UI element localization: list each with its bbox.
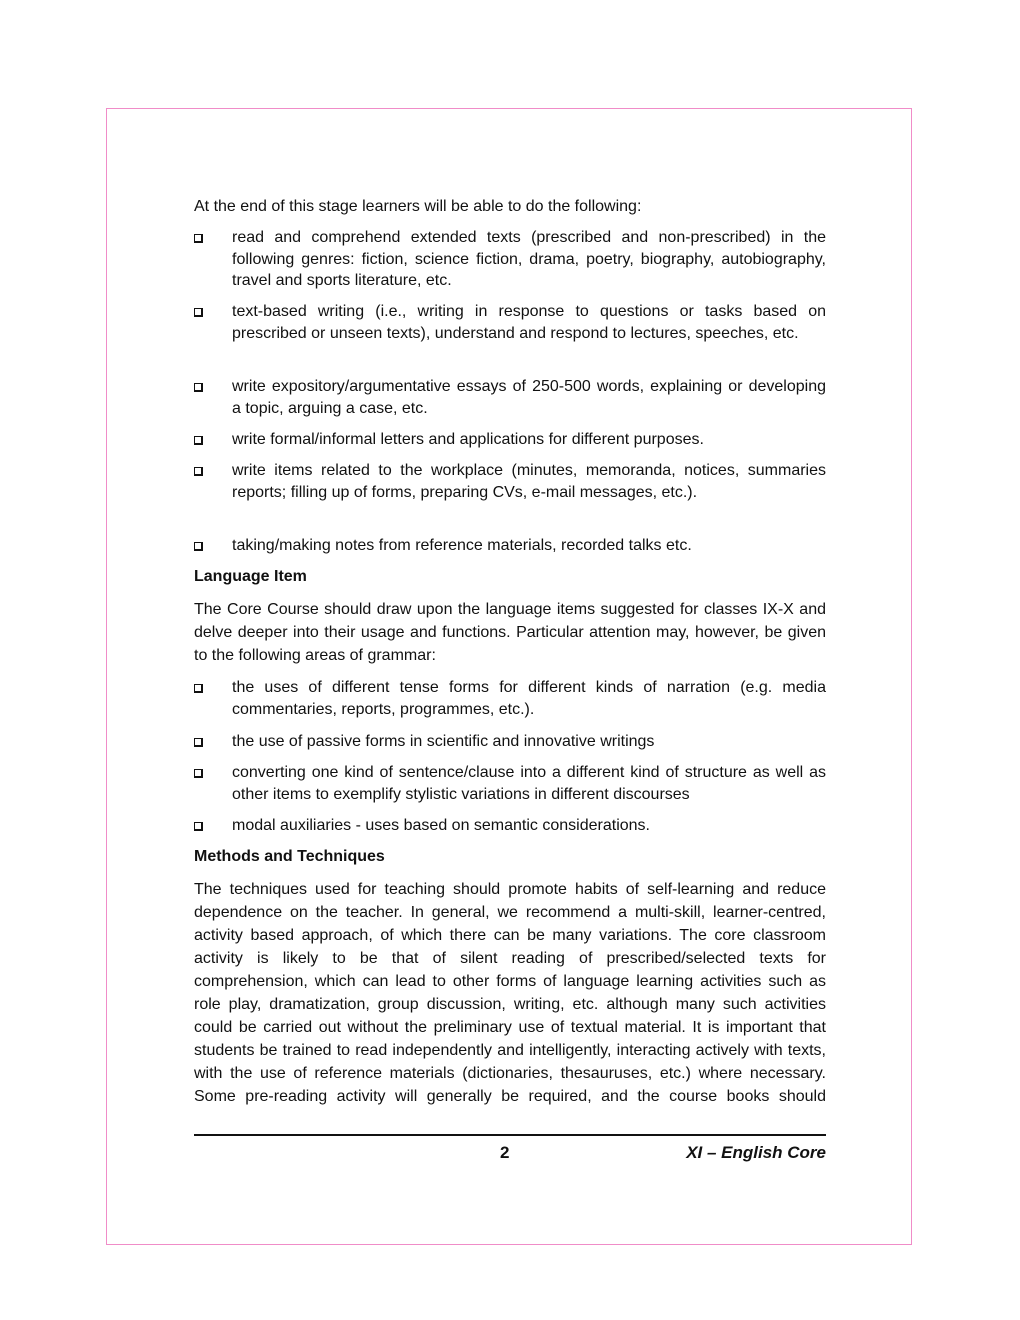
checkbox-bullet-icon xyxy=(194,731,203,754)
list-item-text: text-based writing (i.e., writing in response to questions or tasks based on prescribed or unseen texts), understand and respond to lectures, speeches, etc. xyxy=(232,303,826,342)
section-heading-language-item: Language Item xyxy=(194,568,307,585)
list-item xyxy=(194,762,826,805)
list-item-text: the use of passive forms in scientific and innovative writings xyxy=(232,733,655,750)
list-item xyxy=(194,815,826,837)
footer-title: XI – English Core xyxy=(686,1143,826,1162)
page-number: 2 xyxy=(500,1143,510,1162)
list-item xyxy=(194,301,826,344)
checkbox-bullet-icon xyxy=(194,460,203,483)
list-item xyxy=(194,677,826,720)
checkbox-bullet-icon xyxy=(194,227,203,250)
language-paragraph: The Core Course should draw upon the language items suggested for classes IX-X and delve deeper into their usage and functions. Particular attention may, however, be given to the following areas of grammar: xyxy=(194,601,826,664)
checkbox-bullet-icon xyxy=(194,677,203,700)
list-item-text: modal auxiliaries - uses based on semantic considerations. xyxy=(232,817,650,834)
list-item-text: converting one kind of sentence/clause into a different kind of structure as well as other items to exemplify stylistic variations in different discourses xyxy=(232,764,826,803)
list-item xyxy=(194,535,826,557)
checkbox-bullet-icon xyxy=(194,762,203,785)
checkbox-bullet-icon xyxy=(194,535,203,558)
list-item-text: the uses of different tense forms for different kinds of narration (e.g. media commentaries, reports, programmes, etc.). xyxy=(232,679,826,718)
checkbox-bullet-icon xyxy=(194,301,203,324)
list-item-text: write formal/informal letters and applications for different purposes. xyxy=(232,431,704,448)
list-item xyxy=(194,460,826,503)
methods-paragraph: The techniques used for teaching should promote habits of self-learning and reduce dependence on the teacher. In general, we recommend a multi-skill, learner-centred, activity based approach, of which there can be many variations. The core classroom activity is likely to be that of silent reading of prescribed/selected texts for comprehension, which can lead to other forms of language learning activities such as role play, dramatization, group discussion, writing, etc. although many such activities could be carried out without the preliminary use of textual material. It is important that students be trained to read independently and intelligently, interacting actively with texts, with the use of reference materials (dictionaries, thesauruses, etc.) where necessary. Some pre-reading activity will generally be required, and the course books should xyxy=(194,881,826,1105)
checkbox-bullet-icon xyxy=(194,376,203,399)
list-item-text: write expository/argumentative essays of 250-500 words, explaining or developing a topic, arguing a case, etc. xyxy=(232,378,826,417)
list-item xyxy=(194,429,826,451)
list-item-text: taking/making notes from reference materials, recorded talks etc. xyxy=(232,537,692,554)
list-item xyxy=(194,731,826,753)
list-item-text: read and comprehend extended texts (prescribed and non-prescribed) in the following genres: fiction, science fiction, drama, poetry, biography, autobiography, travel and sports literature, etc. xyxy=(232,229,826,289)
intro-text: At the end of this stage learners will be able to do the following: xyxy=(194,198,642,215)
list-item xyxy=(194,227,826,292)
checkbox-bullet-icon xyxy=(194,815,203,838)
checkbox-bullet-icon xyxy=(194,429,203,452)
list-item xyxy=(194,376,826,419)
section-heading-methods: Methods and Techniques xyxy=(194,848,385,865)
footer-rule xyxy=(194,1134,826,1136)
list-item-text: write items related to the workplace (minutes, memoranda, notices, summaries reports; filling up of forms, preparing CVs, e-mail messages, etc.). xyxy=(232,462,826,501)
